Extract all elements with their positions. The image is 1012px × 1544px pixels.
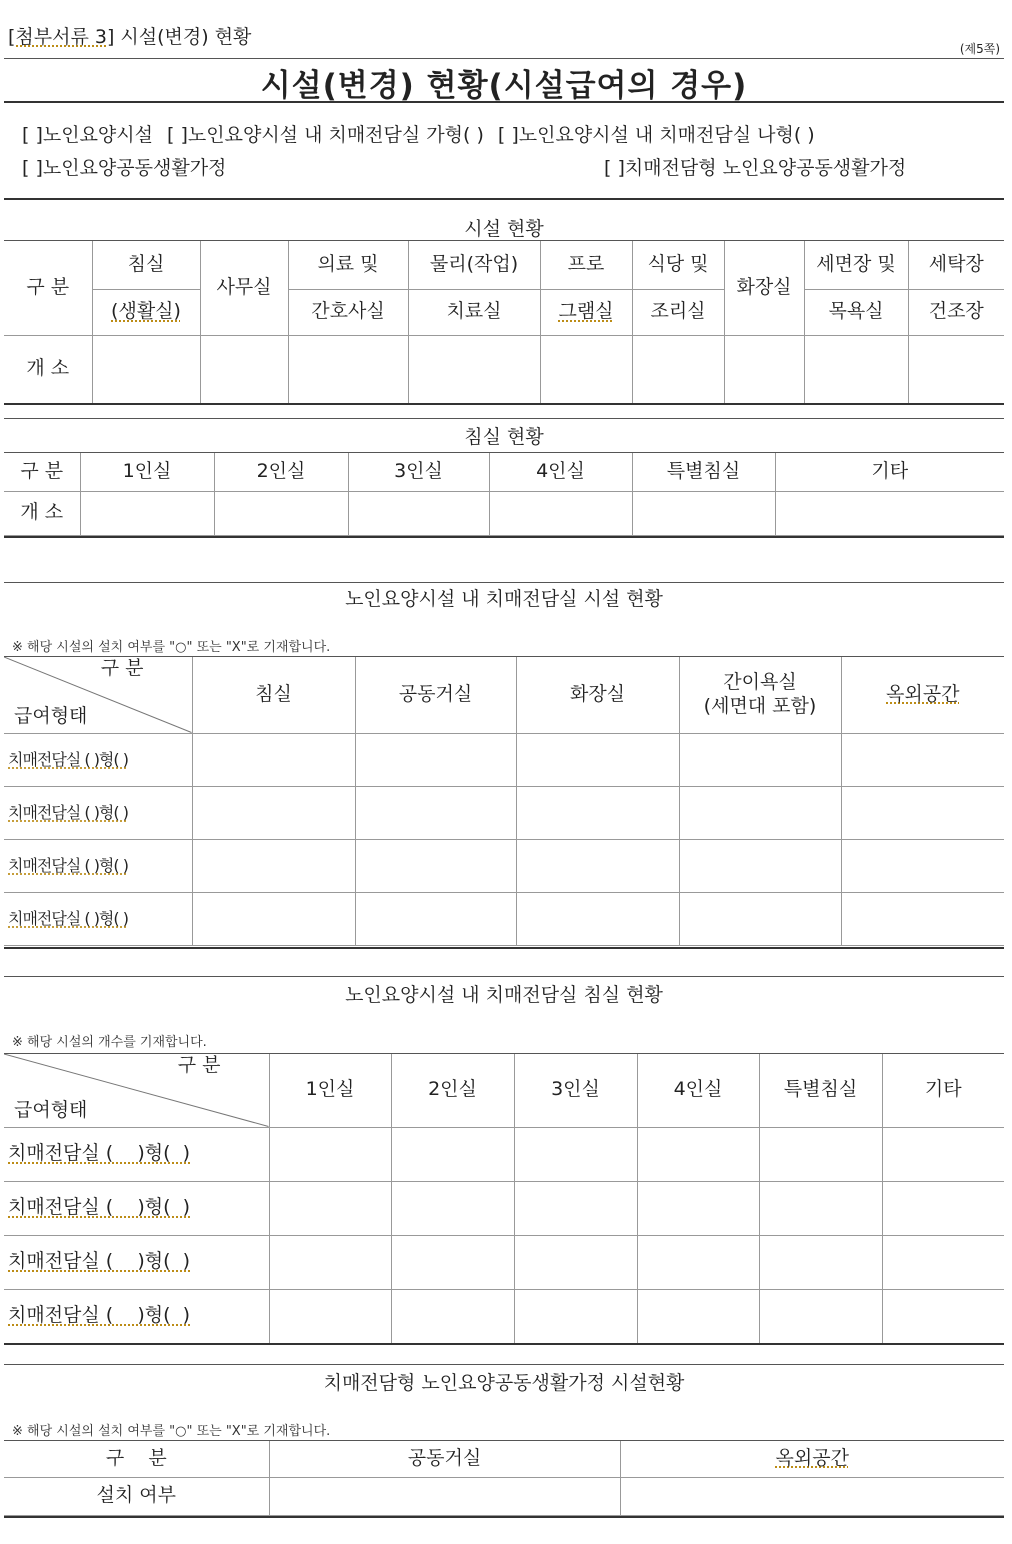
count-cell[interactable] [775,491,1004,535]
col-room-2: 2인실 [391,1054,514,1127]
input-cell[interactable] [514,1127,637,1181]
input-cell[interactable] [841,839,1004,892]
count-cell[interactable] [92,335,200,403]
input-cell[interactable] [391,1235,514,1289]
checkbox-group-home[interactable]: [ ]노인요양공동생활가정 [22,157,227,179]
diag-top-label: 구 분 [177,1054,221,1076]
input-cell[interactable] [355,892,516,945]
col-program-sub: 그램실 [558,300,614,323]
input-cell[interactable] [516,786,679,839]
header-rule [4,58,1004,59]
row-label: 치매전담실 ( )형( ) [4,786,192,839]
title-rule [4,101,1004,103]
input-cell[interactable] [679,786,841,839]
input-cell[interactable] [514,1235,637,1289]
diagonal-header [4,657,192,733]
col-outdoor: 옥외공간 [620,1441,1004,1477]
input-cell[interactable] [192,733,355,786]
attachment-label [8,22,251,49]
input-cell[interactable] [882,1235,1004,1289]
input-cell[interactable] [637,1181,759,1235]
input-cell[interactable] [841,786,1004,839]
checkbox-dementia-type-a[interactable]: [ ]노인요양시설 내 치매전담실 가형( ) [167,124,484,146]
col-therapy-sub: 치료실 [408,289,540,335]
col-therapy: 물리(작업) [408,241,540,289]
col-room-4: 4인실 [637,1054,759,1127]
section-rule [4,582,1004,583]
section-rule [4,198,1004,200]
group-home-title: 치매전담형 노인요양공동생활가정 시설현황 [323,1372,685,1394]
input-cell[interactable] [192,786,355,839]
attachment-prefix: [첨부서류 3] [8,26,115,48]
count-cell[interactable] [632,491,775,535]
col-medical: 의료 및 [288,241,408,289]
col-room-special: 특별침실 [632,453,775,491]
input-cell[interactable] [637,1289,759,1343]
input-cell[interactable] [514,1289,637,1343]
count-cell[interactable] [804,335,908,403]
col-medical-sub: 간호사실 [288,289,408,335]
input-cell[interactable] [759,1289,882,1343]
count-cell[interactable] [632,335,724,403]
col-room-1: 1인실 [269,1054,391,1127]
col-room-special: 특별침실 [759,1054,882,1127]
category-header: 구 분 [4,1441,269,1477]
section-rule [4,1516,1004,1518]
count-cell[interactable] [408,335,540,403]
category-header: 구 분 [4,453,80,491]
input-cell[interactable] [355,839,516,892]
row-label: 치매전담실 ( )형( ) [4,733,192,786]
col-room-3: 3인실 [514,1054,637,1127]
count-cell[interactable] [288,335,408,403]
row-label: 치매전담실 ( )형( ) [4,1289,269,1343]
input-cell[interactable] [355,733,516,786]
col-room-2: 2인실 [214,453,348,491]
input-cell[interactable] [841,892,1004,945]
input-cell[interactable] [841,733,1004,786]
diag-bottom-label: 급여형태 [14,704,88,727]
col-program: 프로 [540,241,632,289]
dementia-rooms-title: 노인요양시설 내 치매전담실 침실 현황 [345,984,663,1006]
col-room-1: 1인실 [80,453,214,491]
col-bedroom: 침실 [192,657,355,733]
input-cell[interactable] [637,1127,759,1181]
col-room-3: 3인실 [348,453,489,491]
col-toilet: 화장실 [516,657,679,733]
input-cell[interactable] [355,786,516,839]
count-label: 개 소 [4,335,92,403]
col-bath: 세면장 및 [804,241,908,289]
facility-type-row-2 [22,153,1002,180]
dementia-facility-table [4,657,1004,946]
dementia-facility-note: ※ 해당 시설의 설치 여부를 "○" 또는 "X"로 기재합니다. [12,640,331,655]
col-room-other: 기타 [775,453,1004,491]
row-label: 설치 여부 [4,1477,269,1515]
room-status-table [4,453,1004,536]
count-cell[interactable] [540,335,632,403]
page-title: 시설(변경) 현황(시설급여의 경우) [260,68,748,104]
input-cell[interactable] [637,1235,759,1289]
input-cell[interactable] [516,839,679,892]
input-cell[interactable] [516,733,679,786]
diag-bottom-label: 급여형태 [14,1098,88,1121]
count-cell[interactable] [200,335,288,403]
input-cell[interactable] [192,892,355,945]
input-cell[interactable] [679,733,841,786]
input-cell[interactable] [882,1181,1004,1235]
checkbox-nursing-facility[interactable]: [ ]노인요양시설 [22,124,153,146]
col-laundry-sub: 건조장 [908,289,1004,335]
input-cell[interactable] [391,1127,514,1181]
col-bedroom-sub: (생활실) [111,300,181,323]
input-cell[interactable] [192,839,355,892]
facility-status-table [4,241,1004,404]
input-cell[interactable] [882,1127,1004,1181]
dementia-rooms-note: ※ 해당 시설의 개수를 기재합니다. [12,1035,207,1050]
input-cell[interactable] [759,1127,882,1181]
checkbox-dementia-type-b[interactable]: [ ]노인요양시설 내 치매전담실 나형( ) [497,124,815,146]
count-cell[interactable] [348,491,489,535]
col-toilet: 화장실 [724,241,804,335]
section-rule [4,1364,1004,1365]
col-laundry: 세탁장 [908,241,1004,289]
count-cell[interactable] [908,335,1004,403]
facility-status-title: 시설 현황 [464,218,544,240]
col-outdoor: 옥외공간 [841,657,1004,733]
row-label: 치매전담실 ( )형( ) [4,1235,269,1289]
diagonal-header [4,1054,269,1127]
input-cell[interactable] [269,1181,391,1235]
col-simple-bath: 간이욕실 (세면대 포함) [679,657,841,733]
col-living-room: 공동거실 [269,1441,620,1477]
input-cell[interactable] [516,892,679,945]
input-cell[interactable] [620,1477,1004,1515]
section-rule [4,1343,1004,1345]
count-cell[interactable] [724,335,804,403]
col-dining-sub: 조리실 [632,289,724,335]
category-header: 구 분 [4,241,92,335]
count-cell[interactable] [489,491,632,535]
attachment-title: 시설(변경) 현황 [120,26,252,48]
section-rule [4,976,1004,977]
facility-type-row-1 [22,120,1002,147]
group-home-note: ※ 해당 시설의 설치 여부를 "○" 또는 "X"로 기재합니다. [12,1424,331,1439]
input-cell[interactable] [679,839,841,892]
page-number: (제5쪽) [959,42,1000,56]
input-cell[interactable] [391,1289,514,1343]
section-rule [4,536,1004,538]
count-cell[interactable] [80,491,214,535]
col-room-4: 4인실 [489,453,632,491]
checkbox-dementia-group-home[interactable]: [ ]치매전담형 노인요양공동생활가정 [604,157,907,179]
row-label: 치매전담실 ( )형( ) [4,839,192,892]
dementia-rooms-table [4,1054,1004,1344]
input-cell[interactable] [514,1181,637,1235]
col-office: 사무실 [200,241,288,335]
input-cell[interactable] [269,1127,391,1181]
input-cell[interactable] [759,1181,882,1235]
input-cell[interactable] [269,1289,391,1343]
row-label: 치매전담실 ( )형( ) [4,892,192,945]
row-label: 치매전담실 ( )형( ) [4,1181,269,1235]
col-room-other: 기타 [882,1054,1004,1127]
section-rule [4,947,1004,949]
col-living-room: 공동거실 [355,657,516,733]
row-label: 치매전담실 ( )형( ) [4,1127,269,1181]
room-status-title: 침실 현황 [464,426,544,448]
col-dining: 식당 및 [632,241,724,289]
section-rule [4,403,1004,405]
input-cell[interactable] [391,1181,514,1235]
input-cell[interactable] [759,1235,882,1289]
section-rule [4,418,1004,419]
group-home-table [4,1441,1004,1516]
diag-top-label: 구 분 [100,657,144,679]
input-cell[interactable] [269,1477,620,1515]
col-bedroom: 침실 [92,241,200,289]
count-cell[interactable] [214,491,348,535]
count-label: 개 소 [4,491,80,535]
input-cell[interactable] [679,892,841,945]
input-cell[interactable] [882,1289,1004,1343]
col-bath-sub: 목욕실 [804,289,908,335]
dementia-facility-title: 노인요양시설 내 치매전담실 시설 현황 [345,588,663,610]
input-cell[interactable] [269,1235,391,1289]
